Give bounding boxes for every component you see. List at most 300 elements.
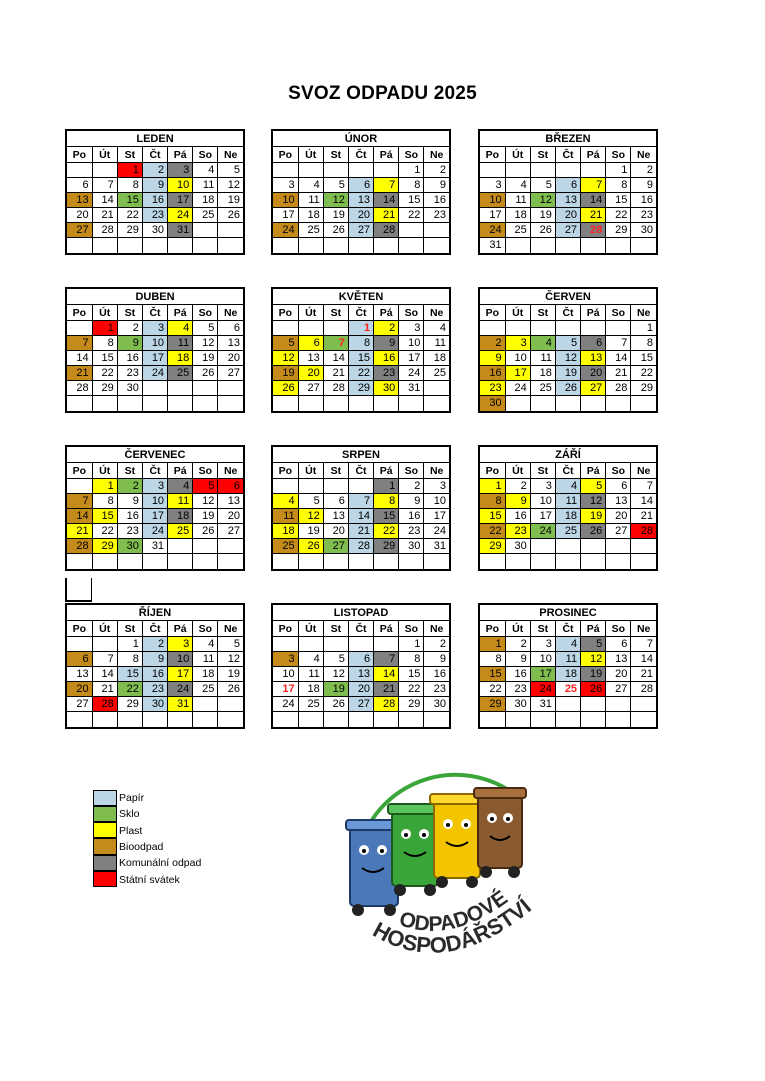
- day-cell: 17: [505, 366, 530, 381]
- day-cell: 19: [581, 667, 606, 682]
- weekday-header: Pá: [581, 621, 606, 637]
- day-cell: 13: [555, 193, 580, 208]
- day-cell: 1: [631, 321, 656, 336]
- day-cell: 12: [323, 193, 348, 208]
- day-cell: 7: [374, 652, 399, 667]
- day-cell: 21: [606, 366, 631, 381]
- day-cell: [631, 396, 656, 411]
- day-cell: [581, 539, 606, 554]
- legend-swatch: [93, 790, 117, 806]
- day-cell: [323, 163, 348, 178]
- day-cell: 28: [348, 539, 373, 554]
- day-cell: 6: [555, 178, 580, 193]
- day-cell: [298, 238, 323, 253]
- day-cell: 26: [530, 223, 555, 238]
- day-cell: 16: [424, 193, 449, 208]
- day-cell: [298, 712, 323, 727]
- day-cell: 9: [142, 652, 167, 667]
- day-cell: 30: [505, 539, 530, 554]
- day-cell: 26: [218, 208, 243, 223]
- day-cell: 30: [142, 697, 167, 712]
- day-cell: 3: [168, 637, 193, 652]
- weekday-header: So: [193, 463, 218, 479]
- day-cell: 7: [92, 178, 117, 193]
- day-cell: 19: [193, 509, 218, 524]
- day-cell: [555, 712, 580, 727]
- day-cell: 8: [348, 336, 373, 351]
- month-calendar: [271, 603, 451, 729]
- day-cell: 3: [399, 321, 424, 336]
- day-cell: 4: [530, 336, 555, 351]
- day-cell: [168, 238, 193, 253]
- day-cell: 17: [424, 509, 449, 524]
- day-cell: 22: [117, 208, 142, 223]
- day-cell: 19: [218, 667, 243, 682]
- month-name: ÚNOR: [273, 131, 449, 147]
- day-cell: 19: [323, 682, 348, 697]
- day-cell: [606, 396, 631, 411]
- day-cell: [348, 396, 373, 411]
- day-cell: 15: [92, 351, 117, 366]
- day-cell: [374, 712, 399, 727]
- day-cell: 21: [631, 509, 656, 524]
- day-cell: 9: [424, 178, 449, 193]
- weekday-header: Čt: [348, 621, 373, 637]
- day-cell: 27: [348, 697, 373, 712]
- day-cell: 27: [606, 682, 631, 697]
- day-cell: 9: [424, 652, 449, 667]
- day-cell: [92, 554, 117, 569]
- day-cell: 7: [67, 494, 92, 509]
- day-cell: [323, 396, 348, 411]
- day-cell: [581, 554, 606, 569]
- day-cell: 19: [530, 208, 555, 223]
- day-cell: 10: [142, 494, 167, 509]
- day-cell: [374, 238, 399, 253]
- day-cell: 12: [218, 178, 243, 193]
- weekday-header: Út: [298, 305, 323, 321]
- day-cell: 25: [555, 524, 580, 539]
- day-cell: 24: [168, 208, 193, 223]
- day-cell: [67, 479, 92, 494]
- day-cell: 31: [168, 697, 193, 712]
- day-cell: 4: [168, 479, 193, 494]
- day-cell: [117, 238, 142, 253]
- day-cell: 10: [273, 667, 298, 682]
- day-cell: 24: [399, 366, 424, 381]
- day-cell: 25: [530, 381, 555, 396]
- day-cell: [631, 554, 656, 569]
- day-cell: 19: [555, 366, 580, 381]
- day-cell: [606, 539, 631, 554]
- day-cell: 15: [117, 193, 142, 208]
- day-cell: 31: [399, 381, 424, 396]
- day-cell: 6: [323, 494, 348, 509]
- weekday-header: Čt: [555, 463, 580, 479]
- legend-label: Plast: [119, 824, 143, 837]
- day-cell: [193, 539, 218, 554]
- weekday-header: Ne: [218, 147, 243, 163]
- day-cell: 29: [606, 223, 631, 238]
- day-cell: 9: [505, 652, 530, 667]
- day-cell: 8: [399, 652, 424, 667]
- day-cell: [631, 697, 656, 712]
- weekday-header: St: [117, 305, 142, 321]
- day-cell: 11: [555, 494, 580, 509]
- weekday-header: Pá: [374, 147, 399, 163]
- day-cell: 18: [555, 667, 580, 682]
- day-cell: 26: [323, 223, 348, 238]
- day-cell: [399, 238, 424, 253]
- weekday-header: Út: [92, 621, 117, 637]
- day-cell: 29: [348, 381, 373, 396]
- weekday-header: Čt: [142, 147, 167, 163]
- day-cell: 14: [631, 652, 656, 667]
- day-cell: 22: [480, 524, 505, 539]
- day-cell: 1: [399, 637, 424, 652]
- day-cell: 26: [323, 697, 348, 712]
- day-cell: 2: [424, 163, 449, 178]
- day-cell: [67, 321, 92, 336]
- day-cell: 30: [117, 381, 142, 396]
- day-cell: 5: [298, 494, 323, 509]
- day-cell: 20: [555, 208, 580, 223]
- day-cell: 3: [273, 178, 298, 193]
- day-cell: 3: [530, 637, 555, 652]
- day-cell: 28: [581, 223, 606, 238]
- day-cell: 13: [348, 193, 373, 208]
- day-cell: 17: [273, 208, 298, 223]
- weekday-header: Ne: [631, 305, 656, 321]
- day-cell: 2: [480, 336, 505, 351]
- day-cell: [480, 712, 505, 727]
- month-name: KVĚTEN: [273, 289, 449, 305]
- day-cell: 27: [606, 524, 631, 539]
- day-cell: 8: [606, 178, 631, 193]
- day-cell: 15: [480, 509, 505, 524]
- day-cell: 4: [193, 163, 218, 178]
- day-cell: [273, 637, 298, 652]
- day-cell: 14: [374, 193, 399, 208]
- weekday-header: So: [399, 463, 424, 479]
- day-cell: [530, 238, 555, 253]
- legend-label: Bioodpad: [119, 841, 164, 854]
- day-cell: 31: [424, 539, 449, 554]
- day-cell: 3: [273, 652, 298, 667]
- day-cell: 14: [374, 667, 399, 682]
- day-cell: 21: [92, 208, 117, 223]
- day-cell: 20: [606, 509, 631, 524]
- day-cell: 29: [399, 697, 424, 712]
- day-cell: 11: [424, 336, 449, 351]
- day-cell: [348, 238, 373, 253]
- day-cell: 25: [168, 524, 193, 539]
- day-cell: [298, 163, 323, 178]
- weekday-header: Po: [273, 147, 298, 163]
- day-cell: 6: [606, 637, 631, 652]
- day-cell: 14: [606, 351, 631, 366]
- day-cell: 20: [298, 366, 323, 381]
- day-cell: [530, 321, 555, 336]
- day-cell: [581, 697, 606, 712]
- weekday-header: Čt: [555, 621, 580, 637]
- weekday-header: So: [399, 147, 424, 163]
- day-cell: 2: [117, 321, 142, 336]
- day-cell: [555, 697, 580, 712]
- odpadove-hospodarstvi-logo: [322, 760, 562, 990]
- day-cell: [581, 396, 606, 411]
- weekday-header: St: [117, 621, 142, 637]
- weekday-header: Ne: [424, 463, 449, 479]
- weekday-header: Út: [505, 463, 530, 479]
- day-cell: 13: [348, 667, 373, 682]
- weekday-header: Čt: [348, 305, 373, 321]
- day-cell: 11: [298, 193, 323, 208]
- day-cell: 5: [323, 652, 348, 667]
- day-cell: 25: [273, 539, 298, 554]
- day-cell: 28: [374, 697, 399, 712]
- day-cell: 2: [399, 479, 424, 494]
- day-cell: [67, 712, 92, 727]
- month-calendar: [271, 287, 451, 413]
- weekday-header: St: [323, 621, 348, 637]
- day-cell: 12: [581, 494, 606, 509]
- day-cell: 12: [323, 667, 348, 682]
- day-cell: 8: [117, 652, 142, 667]
- day-cell: 27: [581, 381, 606, 396]
- day-cell: 14: [348, 509, 373, 524]
- day-cell: 5: [193, 479, 218, 494]
- day-cell: 21: [323, 366, 348, 381]
- weekday-header: Ne: [218, 621, 243, 637]
- day-cell: 10: [168, 178, 193, 193]
- day-cell: [67, 238, 92, 253]
- day-cell: 31: [168, 223, 193, 238]
- day-cell: [92, 163, 117, 178]
- day-cell: [581, 321, 606, 336]
- weekday-header: Út: [505, 147, 530, 163]
- day-cell: [348, 712, 373, 727]
- day-cell: 19: [323, 208, 348, 223]
- day-cell: 1: [92, 321, 117, 336]
- weekday-header: Čt: [142, 621, 167, 637]
- month-calendar: [65, 129, 245, 255]
- day-cell: 15: [348, 351, 373, 366]
- day-cell: 26: [298, 539, 323, 554]
- day-cell: 2: [505, 479, 530, 494]
- day-cell: 23: [117, 366, 142, 381]
- day-cell: [273, 712, 298, 727]
- day-cell: 10: [424, 494, 449, 509]
- day-cell: 13: [606, 652, 631, 667]
- day-cell: [142, 712, 167, 727]
- day-cell: 6: [67, 652, 92, 667]
- day-cell: 5: [581, 479, 606, 494]
- day-cell: 29: [480, 539, 505, 554]
- day-cell: 21: [581, 208, 606, 223]
- day-cell: [117, 554, 142, 569]
- day-cell: 20: [323, 524, 348, 539]
- day-cell: 13: [218, 336, 243, 351]
- legend-item: [93, 855, 201, 871]
- day-cell: 18: [505, 208, 530, 223]
- legend-item: [93, 823, 201, 839]
- day-cell: 11: [298, 667, 323, 682]
- day-cell: 27: [555, 223, 580, 238]
- day-cell: 24: [273, 697, 298, 712]
- day-cell: 24: [142, 366, 167, 381]
- weekday-header: Pá: [168, 147, 193, 163]
- day-cell: 6: [581, 336, 606, 351]
- day-cell: 30: [631, 223, 656, 238]
- day-cell: 28: [67, 539, 92, 554]
- day-cell: [193, 223, 218, 238]
- day-cell: [424, 396, 449, 411]
- day-cell: 8: [480, 494, 505, 509]
- day-cell: [142, 554, 167, 569]
- day-cell: 16: [142, 667, 167, 682]
- day-cell: 26: [193, 366, 218, 381]
- day-cell: 25: [193, 682, 218, 697]
- day-cell: 3: [142, 321, 167, 336]
- day-cell: 27: [298, 381, 323, 396]
- day-cell: 26: [581, 524, 606, 539]
- day-cell: 4: [505, 178, 530, 193]
- day-cell: 15: [399, 193, 424, 208]
- month-calendar: [478, 445, 658, 571]
- day-cell: 4: [168, 321, 193, 336]
- day-cell: [218, 554, 243, 569]
- day-cell: 12: [298, 509, 323, 524]
- day-cell: [530, 539, 555, 554]
- day-cell: 7: [67, 336, 92, 351]
- day-cell: 11: [530, 351, 555, 366]
- day-cell: 9: [117, 494, 142, 509]
- day-cell: [505, 396, 530, 411]
- day-cell: 4: [298, 652, 323, 667]
- day-cell: [631, 712, 656, 727]
- day-cell: 2: [117, 479, 142, 494]
- day-cell: 8: [480, 652, 505, 667]
- brown-bin-icon: [474, 788, 526, 878]
- day-cell: [273, 554, 298, 569]
- weekday-header: Ne: [631, 463, 656, 479]
- day-cell: 28: [606, 381, 631, 396]
- day-cell: 29: [117, 223, 142, 238]
- day-cell: 7: [631, 479, 656, 494]
- weekday-header: Po: [273, 305, 298, 321]
- weekday-header: Ne: [218, 463, 243, 479]
- logo-text-line2: HOSPODÁŘSTVÍ: [368, 893, 536, 959]
- day-cell: 29: [374, 539, 399, 554]
- day-cell: 8: [374, 494, 399, 509]
- day-cell: [581, 238, 606, 253]
- day-cell: [374, 163, 399, 178]
- day-cell: 1: [117, 637, 142, 652]
- day-cell: [273, 321, 298, 336]
- day-cell: 2: [424, 637, 449, 652]
- day-cell: [218, 396, 243, 411]
- weekday-header: St: [117, 463, 142, 479]
- legend: [93, 790, 201, 888]
- legend-item: [93, 790, 201, 806]
- day-cell: 25: [193, 208, 218, 223]
- day-cell: [193, 381, 218, 396]
- day-cell: [555, 321, 580, 336]
- day-cell: 15: [606, 193, 631, 208]
- weekday-header: St: [323, 305, 348, 321]
- day-cell: 11: [193, 178, 218, 193]
- day-cell: 23: [399, 524, 424, 539]
- day-cell: 23: [142, 208, 167, 223]
- day-cell: [168, 712, 193, 727]
- day-cell: 5: [218, 637, 243, 652]
- day-cell: 16: [424, 667, 449, 682]
- day-cell: [323, 637, 348, 652]
- month-name: ČERVENEC: [67, 447, 243, 463]
- day-cell: 27: [348, 223, 373, 238]
- day-cell: 8: [399, 178, 424, 193]
- legend-item: [93, 806, 201, 822]
- weekday-header: Čt: [142, 305, 167, 321]
- day-cell: 17: [399, 351, 424, 366]
- day-cell: 18: [168, 509, 193, 524]
- day-cell: 12: [273, 351, 298, 366]
- day-cell: [399, 223, 424, 238]
- day-cell: 16: [505, 667, 530, 682]
- day-cell: 29: [92, 381, 117, 396]
- day-cell: 22: [399, 682, 424, 697]
- month-name: LISTOPAD: [273, 605, 449, 621]
- day-cell: [298, 637, 323, 652]
- day-cell: 11: [273, 509, 298, 524]
- day-cell: 23: [424, 682, 449, 697]
- day-cell: 2: [142, 163, 167, 178]
- day-cell: 24: [168, 682, 193, 697]
- day-cell: 25: [555, 682, 580, 697]
- day-cell: [193, 554, 218, 569]
- day-cell: 16: [374, 351, 399, 366]
- day-cell: 9: [631, 178, 656, 193]
- day-cell: [374, 554, 399, 569]
- day-cell: [631, 238, 656, 253]
- day-cell: 2: [505, 637, 530, 652]
- day-cell: 17: [142, 509, 167, 524]
- day-cell: 11: [168, 494, 193, 509]
- day-cell: [348, 554, 373, 569]
- day-cell: 1: [480, 479, 505, 494]
- day-cell: 6: [606, 479, 631, 494]
- day-cell: [631, 539, 656, 554]
- day-cell: 20: [67, 682, 92, 697]
- day-cell: [273, 163, 298, 178]
- day-cell: [555, 238, 580, 253]
- day-cell: 27: [218, 366, 243, 381]
- day-cell: 23: [480, 381, 505, 396]
- month-calendar: [271, 445, 451, 571]
- day-cell: [67, 637, 92, 652]
- day-cell: 11: [505, 193, 530, 208]
- day-cell: [142, 381, 167, 396]
- day-cell: [273, 396, 298, 411]
- weekday-header: Pá: [168, 463, 193, 479]
- day-cell: 5: [530, 178, 555, 193]
- day-cell: 27: [323, 539, 348, 554]
- day-cell: 17: [530, 509, 555, 524]
- weekday-header: So: [193, 621, 218, 637]
- day-cell: [424, 238, 449, 253]
- day-cell: 18: [168, 351, 193, 366]
